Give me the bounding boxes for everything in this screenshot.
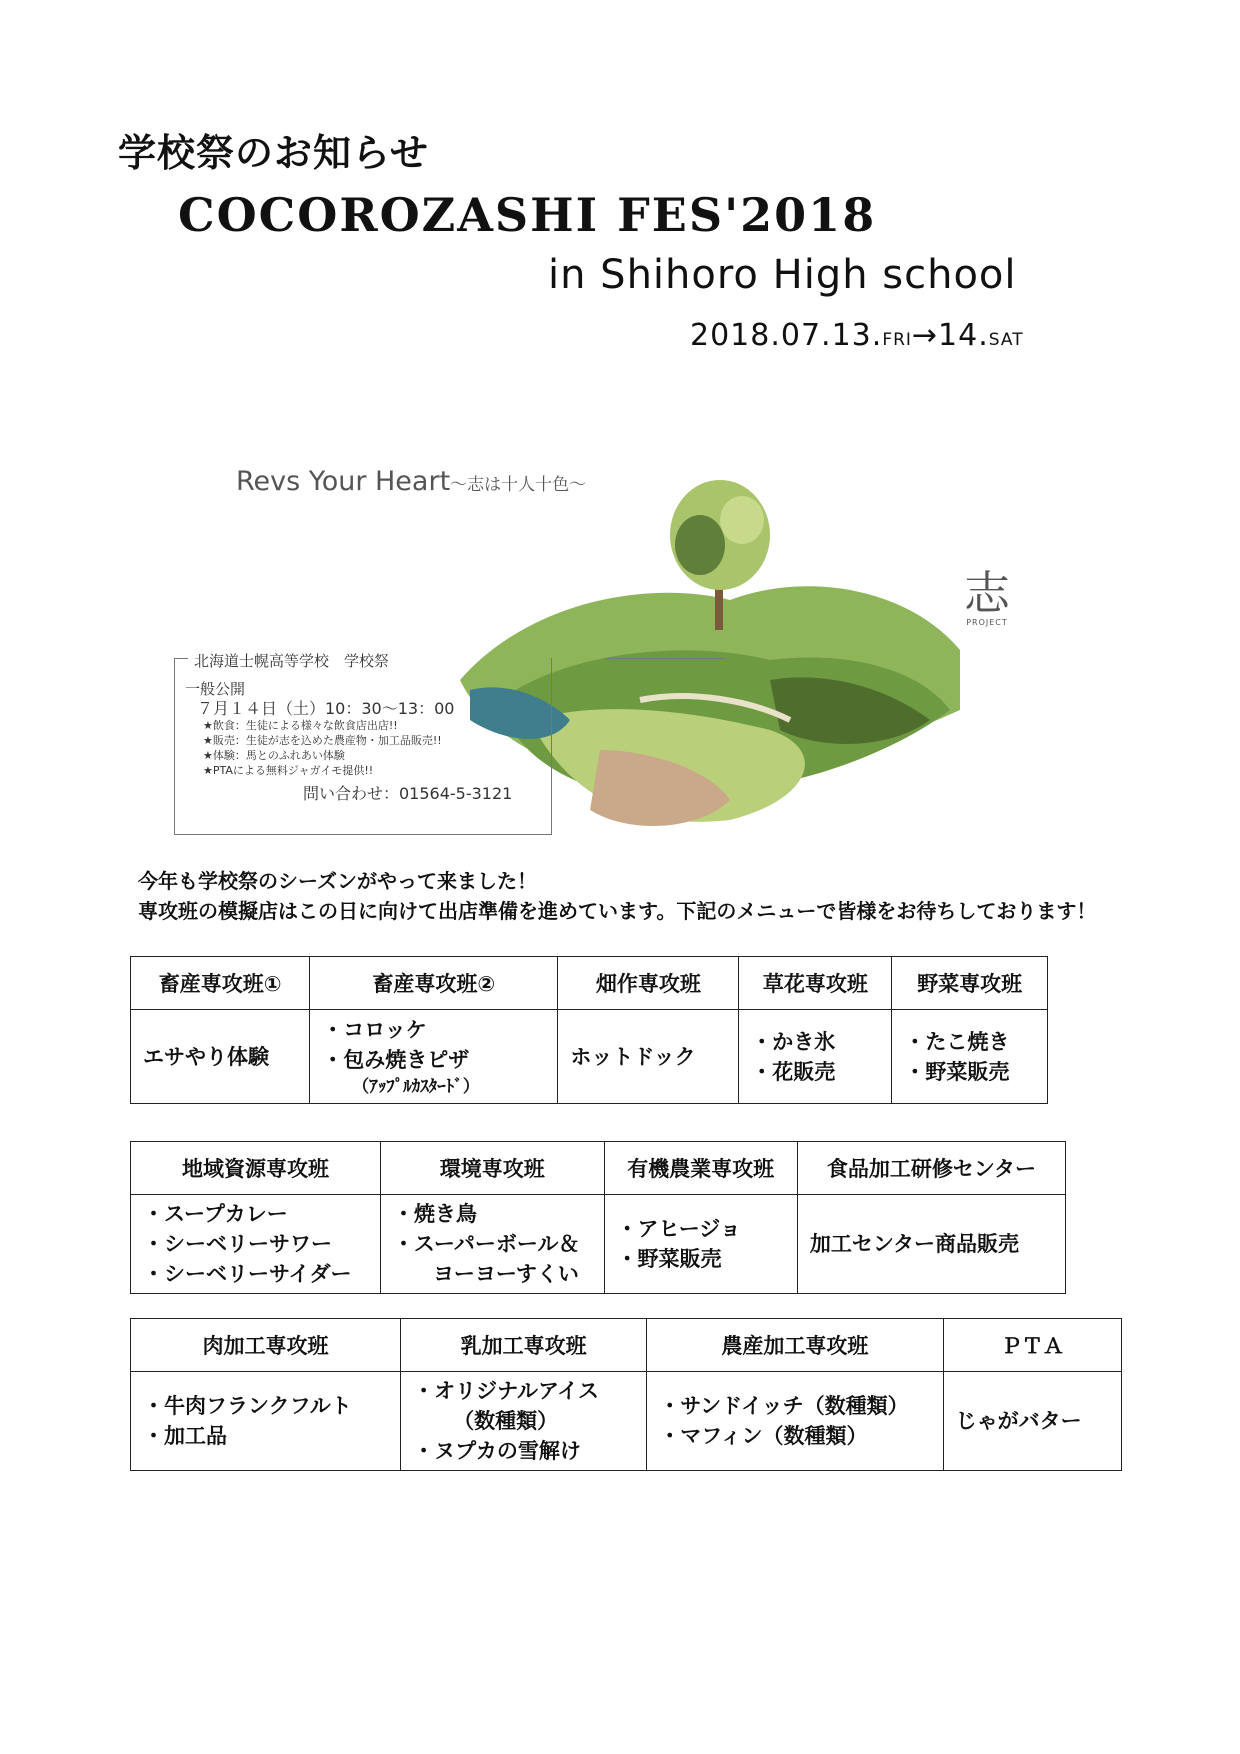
- table-header-cell: 農産加工専攻班: [647, 1319, 943, 1372]
- menu-item: ヨーヨーすくい: [432, 1262, 579, 1286]
- page-heading: 学校祭のお知らせ: [118, 131, 429, 175]
- menu-table-3: [130, 1318, 1122, 1471]
- table-header-cell: 畜産専攻班①: [131, 957, 310, 1010]
- menu-item: じゃがバター: [955, 1409, 1082, 1433]
- table-cell: [797, 1195, 1065, 1294]
- table-cell: [131, 1010, 310, 1104]
- logo-caption: PROJECT: [966, 618, 1008, 627]
- info-bullet: ★PTAによる無料ジャガイモ提供!!: [203, 764, 374, 777]
- table-cell: [401, 1372, 647, 1471]
- table-header-cell: 環境専攻班: [380, 1142, 604, 1195]
- table-header-cell: 肉加工専攻班: [131, 1319, 401, 1372]
- menu-item: ・加工品: [143, 1424, 227, 1448]
- table-cell: [739, 1010, 892, 1104]
- menu-table-2: [130, 1141, 1066, 1294]
- table-cell: [647, 1372, 943, 1471]
- info-box-content: [185, 680, 512, 803]
- slogan-sub: ～志は十人十色～: [450, 475, 587, 495]
- table-header-row: [131, 1142, 1066, 1195]
- logo-glyph: 志: [964, 566, 1010, 620]
- menu-item: ・サンドイッチ（数種類）: [659, 1394, 909, 1418]
- info-time: ７月１４日（土）10：30～13：00: [197, 699, 455, 718]
- table-cell: [943, 1372, 1121, 1471]
- table-cell: [558, 1010, 739, 1104]
- festival-title: COCOROZASHI FES'2018: [178, 188, 877, 242]
- menu-item: ・コロッケ: [322, 1017, 427, 1042]
- info-bullet: ★体験：馬とのふれあい体験: [203, 749, 345, 762]
- menu-item: ・かき氷: [751, 1029, 836, 1054]
- table-header-cell: 畑作専攻班: [558, 957, 739, 1010]
- table-header-cell: 野菜専攻班: [892, 957, 1048, 1010]
- table-header-row: [131, 957, 1048, 1010]
- slogan-main: Revs Your Heart: [236, 466, 451, 497]
- menu-item: ・アヒージョ: [616, 1217, 741, 1241]
- kokoro-project-logo: [962, 568, 1012, 627]
- menu-item: ・スープカレー: [143, 1202, 288, 1226]
- info-box-top-right-border: [605, 658, 725, 659]
- poster-slogan: [236, 466, 586, 497]
- intro-text: [118, 866, 1138, 926]
- table-header-row: [131, 1319, 1122, 1372]
- table-header-cell: 食品加工研修センター: [797, 1142, 1065, 1195]
- menu-item: ・包み焼きピザ: [322, 1047, 470, 1072]
- public-info-box: [174, 658, 552, 835]
- table-row: [131, 1195, 1066, 1294]
- menu-item: ・たこ焼き: [904, 1029, 1010, 1054]
- menu-item: ホットドック: [570, 1044, 696, 1069]
- menu-item: ・野菜販売: [904, 1059, 1010, 1084]
- date-start: 2018.07.13.: [690, 318, 883, 353]
- table-header-cell: 草花専攻班: [739, 957, 892, 1010]
- menu-item: ・シーベリーサワー: [143, 1232, 332, 1256]
- festival-dates: [690, 318, 1024, 353]
- table-header-cell: 有機農業専攻班: [604, 1142, 797, 1195]
- table-cell: [131, 1372, 401, 1471]
- table-cell: [604, 1195, 797, 1294]
- day-sat: SAT: [988, 330, 1024, 350]
- venue-text: in Shihoro High school: [548, 252, 1017, 298]
- table-header-cell: 乳加工専攻班: [401, 1319, 647, 1372]
- menu-item: ・スーパーボール＆: [392, 1232, 580, 1256]
- table-cell: [131, 1195, 381, 1294]
- table-header-cell: 地域資源専攻班: [131, 1142, 381, 1195]
- menu-item: ・ヌプカの雪解け: [413, 1439, 581, 1463]
- info-label: 一般公開: [185, 680, 246, 698]
- table-cell: [310, 1010, 558, 1104]
- menu-table-1: [130, 956, 1048, 1104]
- info-contact: 問い合わせ：01564-5-3121: [303, 784, 513, 803]
- table-row: [131, 1372, 1122, 1471]
- menu-item: ・牛肉フランクフルト: [143, 1394, 352, 1418]
- intro-line-2: 専攻班の模擬店はこの日に向けて出店準備を進めています。下記のメニューで皆様をお待ちしております！: [138, 899, 1097, 923]
- info-bullet: ★販売：生徒が志を込めた農産物・加工品販売!!: [203, 734, 442, 747]
- menu-item: （数種類）: [453, 1409, 559, 1433]
- menu-item: ・シーベリーサイダー: [143, 1262, 352, 1286]
- menu-item: ・マフィン（数種類）: [659, 1424, 868, 1448]
- date-end: →14.: [911, 318, 989, 353]
- menu-item: エサやり体験: [143, 1044, 269, 1069]
- table-cell: [892, 1010, 1048, 1104]
- info-box-top-left-border: [175, 658, 189, 659]
- table-header-cell: ＰＴＡ: [943, 1319, 1121, 1372]
- table-row: [131, 1010, 1048, 1104]
- menu-item: ・花販売: [751, 1059, 836, 1084]
- menu-item: 加工センター商品販売: [809, 1232, 1019, 1256]
- menu-item: ・オリジナルアイス: [413, 1379, 599, 1403]
- menu-item-note: （ｱｯﾌﾟﾙｶｽﾀｰﾄﾞ）: [352, 1076, 480, 1097]
- intro-line-1: 今年も学校祭のシーズンがやって来ました！: [138, 869, 537, 893]
- day-fri: FRI: [882, 330, 912, 350]
- menu-item: ・野菜販売: [616, 1247, 722, 1271]
- menu-item: ・焼き鳥: [392, 1202, 477, 1226]
- table-header-cell: 畜産専攻班②: [310, 957, 558, 1010]
- table-cell: [380, 1195, 604, 1294]
- info-box-title: 北海道士幌高等学校 学校祭: [188, 650, 395, 671]
- info-bullet: ★飲食：生徒による様々な飲食店出店!!: [203, 719, 398, 732]
